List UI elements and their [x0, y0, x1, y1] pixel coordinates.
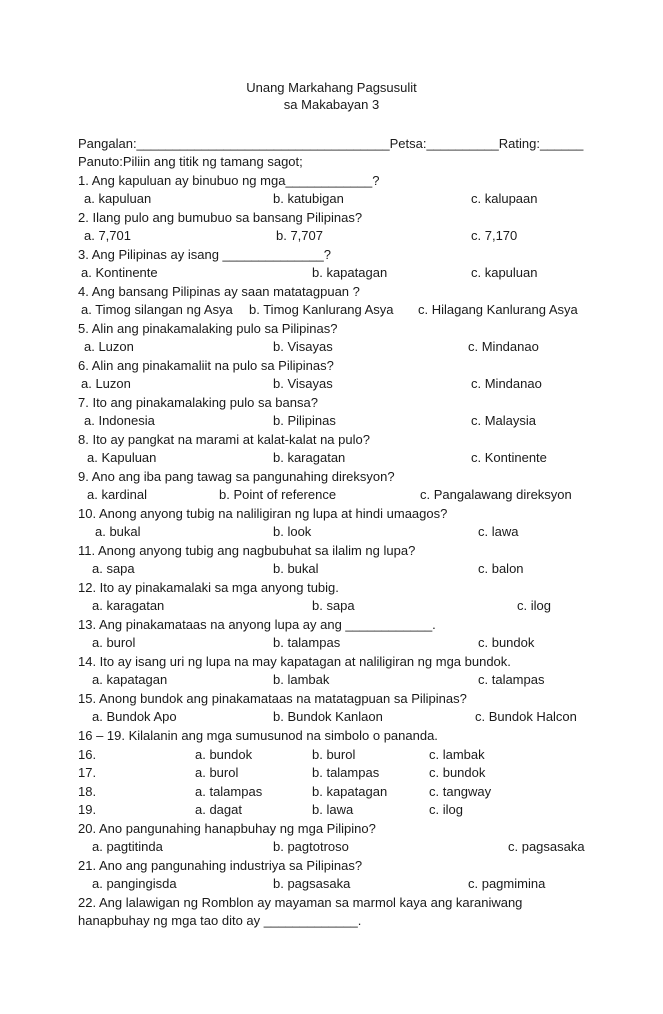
option-b: b. lawa [312, 802, 354, 817]
symbols-instruction: 16 – 19. Kilalanin ang mga sumusunod na simbolo o pananda. [78, 728, 438, 743]
option-b: b. talampas [273, 635, 341, 650]
option-a: a. kardinal [87, 487, 147, 502]
question-1: 1. Ang kapuluan ay binubuo ng mga____________? [78, 173, 380, 188]
question-11: 11. Anong anyong tubig ang nagbubuhat sa ilalim ng lupa? [78, 543, 416, 558]
symbol-number: 18. [78, 784, 97, 799]
option-b: b. Bundok Kanlaon [273, 709, 383, 724]
page-title: Unang Markahang Pagsusulit [246, 80, 417, 95]
option-a: a. talampas [195, 784, 263, 799]
option-c: c. ilog [517, 598, 551, 613]
option-a: a. kapuluan [84, 191, 152, 206]
option-b: b. lambak [273, 672, 330, 687]
option-c: c. kapuluan [471, 265, 538, 280]
option-a: a. karagatan [92, 598, 165, 613]
option-b: b. talampas [312, 765, 380, 780]
option-b: b. karagatan [273, 450, 346, 465]
question-22: 22. Ang lalawigan ng Romblon ay mayaman sa marmol kaya ang karaniwang [78, 895, 523, 910]
question-9: 9. Ano ang iba pang tawag sa pangunahing direksyon? [78, 469, 395, 484]
question-20: 20. Ano pangunahing hanapbuhay ng mga Pilipino? [78, 821, 376, 836]
option-c: c. Bundok Halcon [475, 709, 577, 724]
question-8: 8. Ito ay pangkat na marami at kalat-kalat na pulo? [78, 432, 370, 447]
option-c: c. tangway [429, 784, 492, 799]
option-c: c. kalupaan [471, 191, 538, 206]
option-c: c. Pangalawang direksyon [420, 487, 572, 502]
option-a: a. pagtitinda [92, 839, 163, 854]
option-b: b. Visayas [273, 376, 333, 391]
symbol-number: 17. [78, 765, 97, 780]
option-a: a. kapatagan [92, 672, 168, 687]
question-21: 21. Ano ang pangunahing industriya sa Pilipinas? [78, 858, 363, 873]
question-6: 6. Alin ang pinakamaliit na pulo sa Pilipinas? [78, 358, 334, 373]
option-c: c. lambak [429, 747, 485, 762]
question-5: 5. Alin ang pinakamalaking pulo sa Pilipinas? [78, 321, 338, 336]
symbol-number: 16. [78, 747, 97, 762]
option-b: b. Point of reference [219, 487, 337, 502]
option-c: c. lawa [478, 524, 519, 539]
option-b: b. sapa [312, 598, 355, 613]
option-a: a. Kontinente [81, 265, 158, 280]
page-subtitle: sa Makabayan 3 [283, 97, 380, 112]
option-c: c. bundok [429, 765, 486, 780]
question-3: 3. Ang Pilipinas ay isang ______________? [78, 247, 331, 262]
option-a: a. Timog silangan ng Asya [81, 302, 233, 317]
question-7: 7. Ito ang pinakamalaking pulo sa bansa? [78, 395, 318, 410]
option-b: b. kapatagan [312, 265, 388, 280]
option-b: b. 7,707 [276, 228, 323, 243]
option-c: c. pagmimina [468, 876, 546, 891]
question-15: 15. Anong bundok ang pinakamataas na matatagpuan sa Pilipinas? [78, 691, 467, 706]
question-13: 13. Ang pinakamataas na anyong lupa ay ang ____________. [78, 617, 436, 632]
option-c: c. Mindanao [468, 339, 539, 354]
symbol-number: 19. [78, 802, 97, 817]
info-line: Pangalan:___________________________________Petsa:__________Rating:______ [78, 136, 584, 151]
option-b: b. look [273, 524, 312, 539]
question-14: 14. Ito ay isang uri ng lupa na may kapatagan at naliligiran ng mga bundok. [78, 654, 511, 669]
question-22-continued: hanapbuhay ng mga tao dito ay _____________. [78, 913, 362, 928]
option-c: c. Kontinente [471, 450, 547, 465]
option-c: c. pagsasaka [508, 839, 585, 854]
option-b: b. katubigan [273, 191, 344, 206]
option-a: a. burol [92, 635, 136, 650]
option-b: b. Timog Kanlurang Asya [249, 302, 394, 317]
option-c: c. ilog [429, 802, 463, 817]
option-b: b. bukal [273, 561, 319, 576]
option-a: a. 7,701 [84, 228, 131, 243]
option-b: b. Pilipinas [273, 413, 336, 428]
option-c: c. talampas [478, 672, 545, 687]
option-a: a. bundok [195, 747, 253, 762]
option-a: a. pangingisda [92, 876, 177, 891]
option-b: b. Visayas [273, 339, 333, 354]
option-a: a. Luzon [84, 339, 134, 354]
option-c: c. Malaysia [471, 413, 537, 428]
option-a: a. dagat [195, 802, 242, 817]
option-c: c. bundok [478, 635, 535, 650]
option-a: a. Bundok Apo [92, 709, 177, 724]
option-a: a. Luzon [81, 376, 131, 391]
option-a: a. Kapuluan [87, 450, 157, 465]
question-10: 10. Anong anyong tubig na naliligiran ng lupa at hindi umaagos? [78, 506, 448, 521]
instructions: Panuto:Piliin ang titik ng tamang sagot; [78, 154, 303, 169]
option-a: a. burol [195, 765, 239, 780]
option-c: c. Mindanao [471, 376, 542, 391]
option-a: a. sapa [92, 561, 135, 576]
option-b: b. burol [312, 747, 356, 762]
question-12: 12. Ito ay pinakamalaki sa mga anyong tubig. [78, 580, 339, 595]
question-2: 2. Ilang pulo ang bumubuo sa bansang Pilipinas? [78, 210, 363, 225]
option-c: c. balon [478, 561, 524, 576]
option-a: a. Indonesia [84, 413, 155, 428]
option-c: c. Hilagang Kanlurang Asya [418, 302, 578, 317]
question-4: 4. Ang bansang Pilipinas ay saan matatagpuan ? [78, 284, 360, 299]
option-b: b. pagtotroso [273, 839, 349, 854]
option-c: c. 7,170 [471, 228, 518, 243]
option-b: b. kapatagan [312, 784, 388, 799]
option-a: a. bukal [95, 524, 141, 539]
option-b: b. pagsasaka [273, 876, 351, 891]
